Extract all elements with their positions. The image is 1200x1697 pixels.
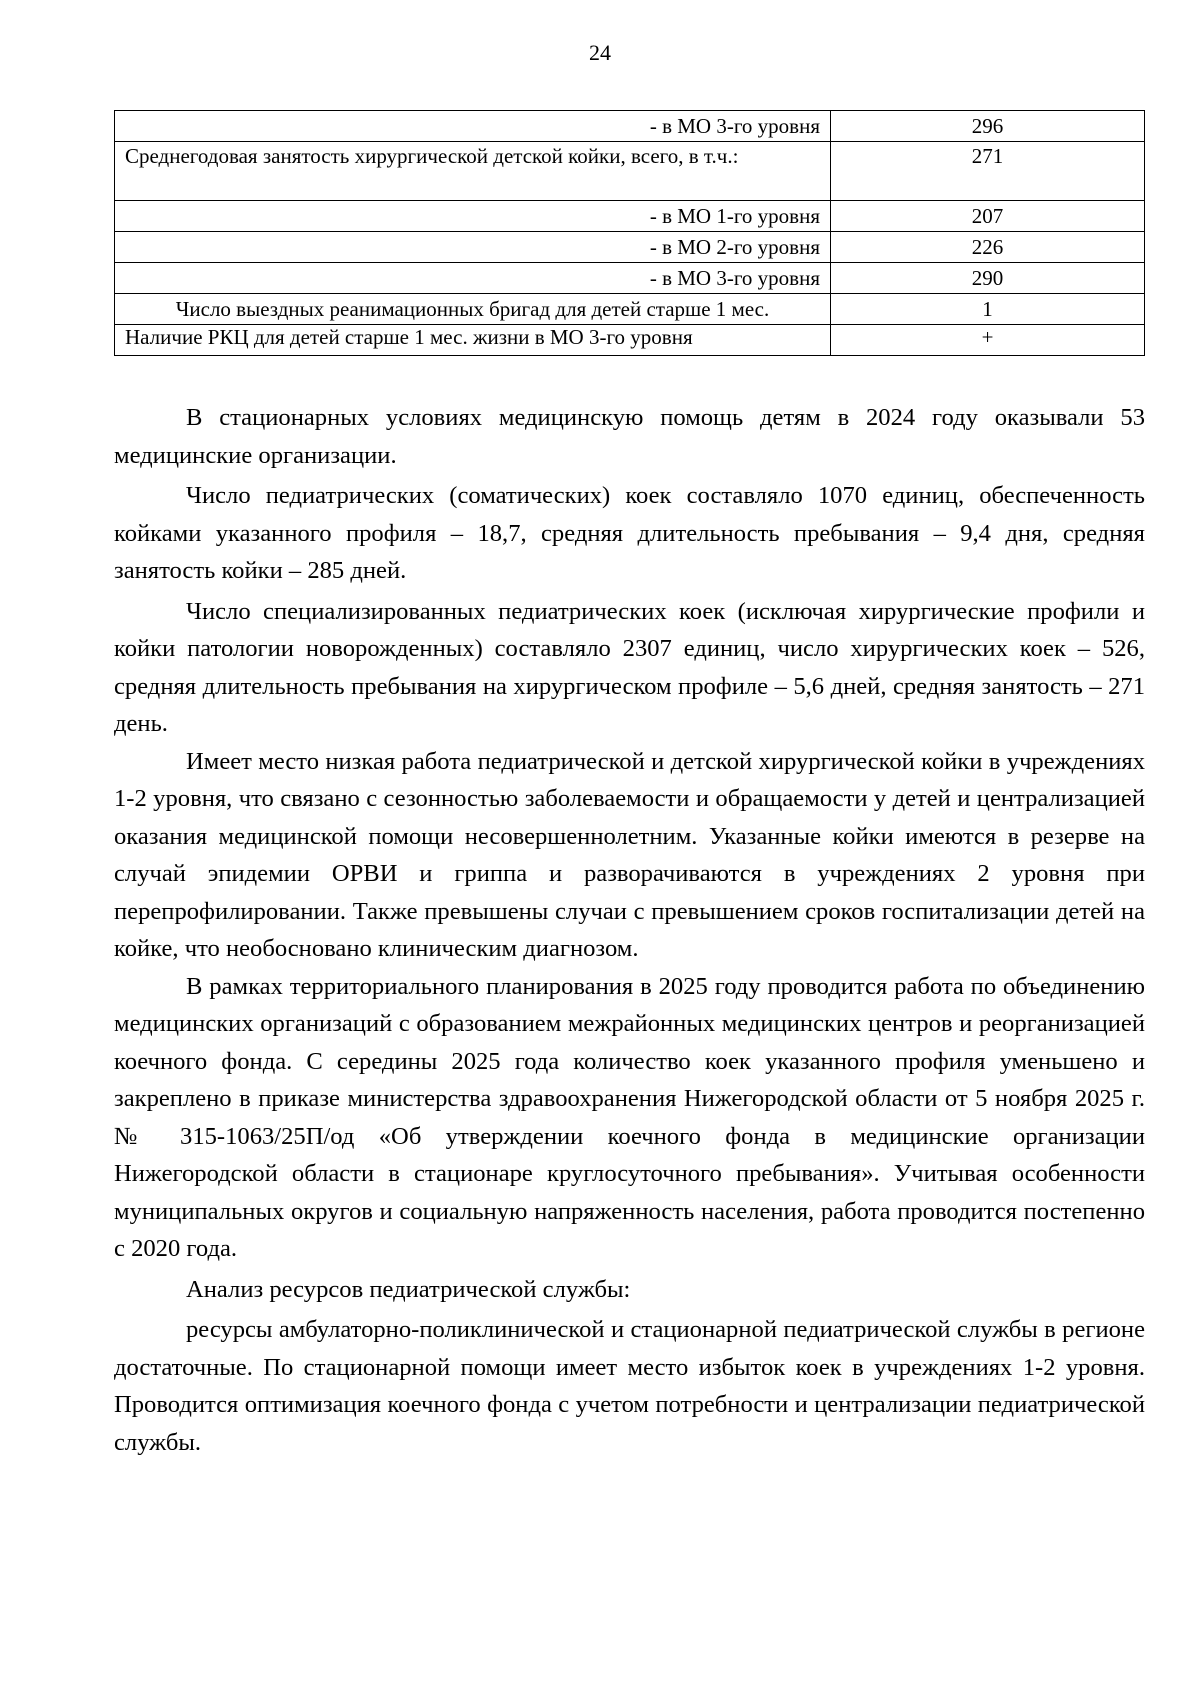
table-cell-value: 226 <box>831 232 1145 263</box>
paragraph: Число специализированных педиатрических коек (исключая хирургические профили и койки патологии новорожденных) составляло 2307 единиц, число хирургических коек – 526, средняя длительность пребывания на хирургическом профиле – 5,6 дней, средняя занятость – 271 день. <box>114 597 1145 737</box>
table-row <box>115 142 1145 201</box>
paragraph: ресурсы амбулаторно-поликлинической и стационарной педиатрической службы в регионе достаточные. По стационарной помощи имеет место избыток коек в учреждениях 1-2 уровня. Проводится оптимизация коечного фонда с учетом потребности и централизации педиатрической службы. <box>114 1316 1145 1456</box>
table-row <box>115 325 1145 356</box>
table-cell-label: - в МО 2-го уровня <box>115 232 831 263</box>
table-cell-label: Среднегодовая занятость хирургической детской койки, всего, в т.ч.: <box>115 142 831 201</box>
table-cell-value: + <box>831 325 1145 356</box>
paragraph: Число педиатрических (соматических) коек составляло 1070 единиц, обеспеченность койками указанного профиля – 18,7, средняя длительность пребывания – 9,4 дня, средняя занятость койки – 285 дней. <box>114 482 1145 584</box>
table-cell-value: 290 <box>831 263 1145 294</box>
table-cell-label: Наличие РКЦ для детей старше 1 мес. жизни в МО 3-го уровня <box>115 325 831 356</box>
table-cell-value: 1 <box>831 294 1145 325</box>
table-cell-label: - в МО 3-го уровня <box>115 263 831 294</box>
body-text <box>114 399 1145 1461</box>
paragraph: Имеет место низкая работа педиатрической и детской хирургической койки в учреждениях 1-2 уровня, что связано с сезонностью заболеваемости и обращаемости у детей и централизацией оказания медицинской помощи несовершеннолетним. Указанные койки имеются в резерве на случай эпидемии ОРВИ и гриппа и разворачиваются в учреждениях 2 уровня при перепрофилировании. Также превышены случаи с превышением сроков госпитализации детей на койке, что необосновано клиническим диагнозом. <box>114 747 1145 962</box>
table-row <box>115 232 1145 263</box>
table-cell-label: - в МО 1-го уровня <box>115 201 831 232</box>
table-row <box>115 294 1145 325</box>
table-cell-label: - в МО 3-го уровня <box>115 111 831 142</box>
paragraph: В стационарных условиях медицинскую помощь детям в 2024 году оказывали 53 медицинские организации. <box>114 404 1145 469</box>
statistics-table <box>114 110 1145 356</box>
table-row <box>115 111 1145 142</box>
paragraph-heading: Анализ ресурсов педиатрической службы: <box>186 1275 631 1303</box>
table-cell-value: 296 <box>831 111 1145 142</box>
table-cell-value: 207 <box>831 201 1145 232</box>
table-row <box>115 263 1145 294</box>
paragraph: В рамках территориального планирования в 2025 году проводится работа по объединению медицинских организаций с образованием межрайонных медицинских центров и реорганизацией коечного фонда. С середины 2025 года количество коек указанного профиля уменьшено и закреплено в приказе министерства здравоохранения Нижегородской области от 5 ноября 2025 г. № 315-1063/25П/од «Об утверждении коечного фонда в медицинские организации Нижегородской области в стационаре круглосуточного пребывания». Учитывая особенности муниципальных округов и социальную напряженность населения, работа проводится постепенно с 2020 года. <box>114 972 1145 1262</box>
table-cell-label: Число выездных реанимационных бригад для детей старше 1 мес. <box>115 294 831 325</box>
table-cell-value: 271 <box>831 142 1145 201</box>
table-row <box>115 201 1145 232</box>
page-number: 24 <box>589 40 611 65</box>
